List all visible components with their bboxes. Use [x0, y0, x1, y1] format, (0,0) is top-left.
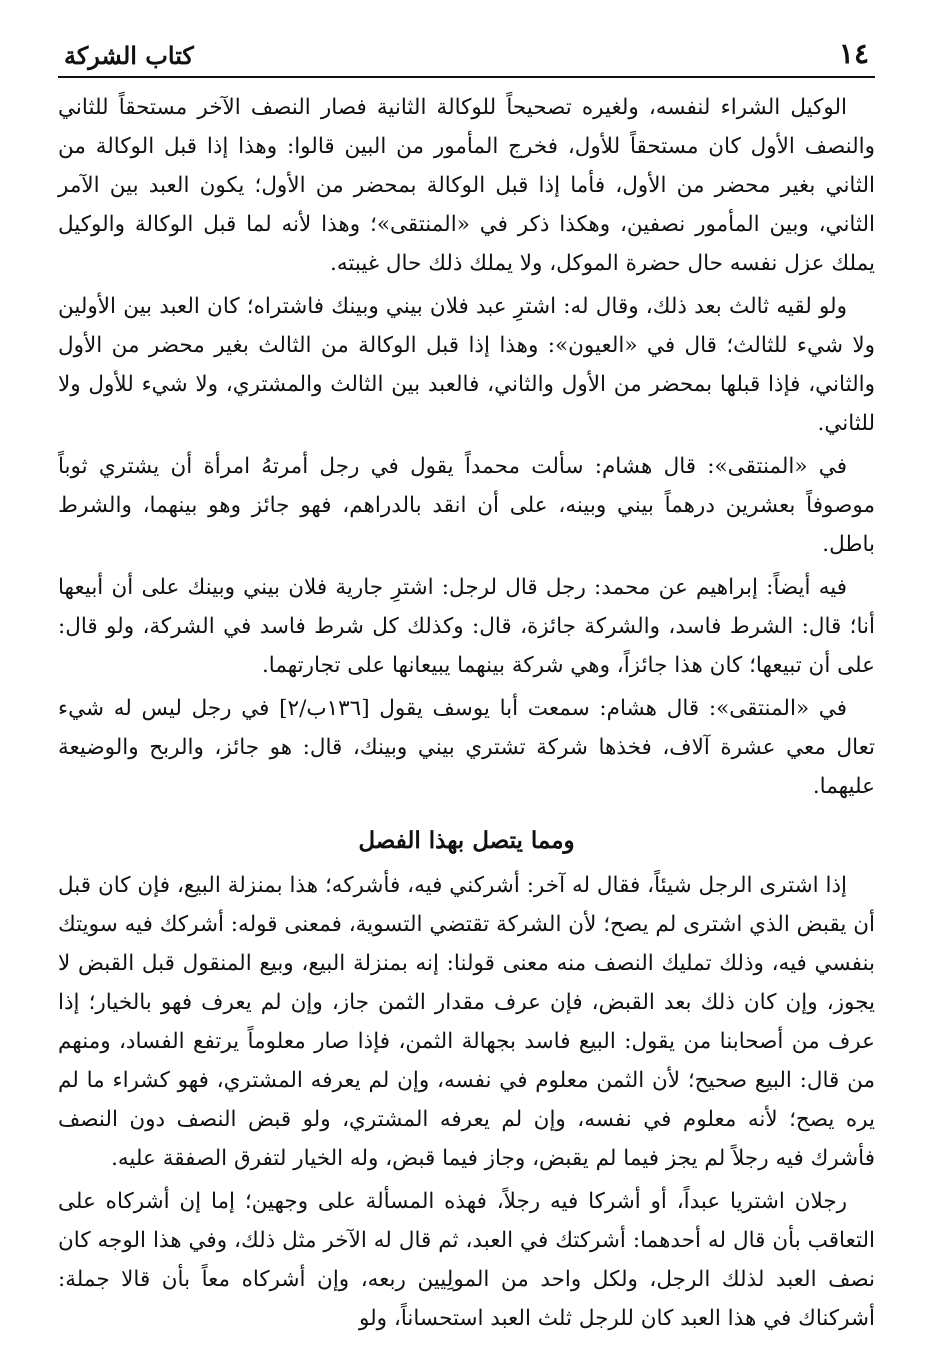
running-header: [58, 30, 875, 78]
paragraph: فيه أيضاً: إبراهيم عن محمد: رجل قال لرجل: اشترِ جارية فلان بيني وبينك على أن أبيعها أنا؛ قال: الشرط فاسد، والشركة جائزة، قال: وكذلك كل شرط فاسد في الشركة، ولو قال: على أن تبيعها؛ كان هذا جائزاً، وهي شركة بينهما يبيعانها على تجارتهما.: [58, 575, 875, 678]
paragraph: الوكيل الشراء لنفسه، ولغيره تصحيحاً للوكالة الثانية فصار النصف الآخر مستحقاً للثاني والنصف الأول كان مستحقاً للأول، فخرج المأمور من البين قالوا: وهذا إذا قبل الوكالة من الثاني بغير محضر من الأول، فأما إذا قبل الوكالة بمحضر من الأول؛ يكون العبد بين الآمر الثاني، وبين المأمور نصفين، وهكذا ذكر في «المنتقى»؛ وهذا لأنه لما قبل الوكالة والوكيل يملك عزل نفسه حال حضرة الموكل، ولا يملك ذلك حال غيبته.: [58, 95, 875, 276]
paragraph: في «المنتقى»: قال هشام: سمعت أبا يوسف يقول [١٣٦ب/٢] في رجل ليس له شيء تعال معي عشرة آلاف، فخذها شركة تشتري بيني وبينك، قال: هو جائز، والربح والوضيعة عليهما.: [58, 696, 875, 799]
paragraph: في «المنتقى»: قال هشام: سألت محمداً يقول في رجل أمرتهُ امرأة أن يشتري ثوباً موصوفاً بعشرين درهماً بيني وبينه، على أن انقد بالدراهم، فهو جائز وهو بينهما، والشرط باطل.: [58, 454, 875, 557]
paragraph: رجلان اشتريا عبداً، أو أشركا فيه رجلاً، فهذه المسألة على وجهين؛ إما إن أشركاه على التعاقب بأن قال له أحدهما: أشركتك في العبد، ثم قال له الآخر مثل ذلك، وفي هذا الوجه كان نصف العبد لذلك الرجل، ولكل واحد من المولِيين ربعه، وإن أشركاه معاً بأن قالا جملة: أشركناك في هذا العبد كان للرجل ثلث العبد استحساناً، ولو: [58, 1189, 875, 1331]
page-number: ١٤: [838, 37, 869, 70]
section-heading: ومما يتصل بهذا الفصل: [358, 827, 575, 854]
paragraph: ولو لقيه ثالث بعد ذلك، وقال له: اشترِ عبد فلان بيني وبينك فاشتراه؛ كان العبد بين الأولين ولا شيء للثالث؛ قال في «العيون»: وهذا إذا قبل الوكالة من الثالث بغير محضر من الأول والثاني، فإذا قبلها بمحضر من الأول والثاني، فالعبد بين الثالث والمشتري، ولا شيء للأول ولا للثاني.: [58, 294, 875, 436]
page-body: [58, 88, 875, 1338]
book-title: كتاب الشركة: [64, 41, 194, 70]
paragraph: إذا اشترى الرجل شيئاً، فقال له آخر: أشركني فيه، فأشركه؛ هذا بمنزلة البيع، فإن كان قبل أن يقبض الذي اشترى لم يصح؛ لأن الشركة تقتضي التسوية، فمعنى قوله: أشركك فيه سويتك بنفسي فيه، وذلك تمليك النصف منه معنى قولنا: إنه بمنزلة البيع، وبيع المنقول قبل القبض لا يجوز، وإن كان ذلك بعد القبض، فإن عرف مقدار الثمن جاز، وإن لم يعرف فهو بالخيار؛ إذا عرف من أصحابنا من يقول: البيع فاسد بجهالة الثمن، فإذا صار معلوماً يرتفع الفساد، ومنهم من قال: البيع صحيح؛ لأن الثمن معلوم في نفسه، وإن لم يعرفه المشتري، فهو كشراء ما لم يره يصح؛ لأنه معلوم في نفسه، وإن لم يعرفه المشتري، ولو قبض النصف دون النصف فأشرك فيه رجلاً لم يجز فيما لم يقبض، وجاز فيما قبض، وله الخيار لتفرق الصفقة عليه.: [58, 873, 875, 1171]
